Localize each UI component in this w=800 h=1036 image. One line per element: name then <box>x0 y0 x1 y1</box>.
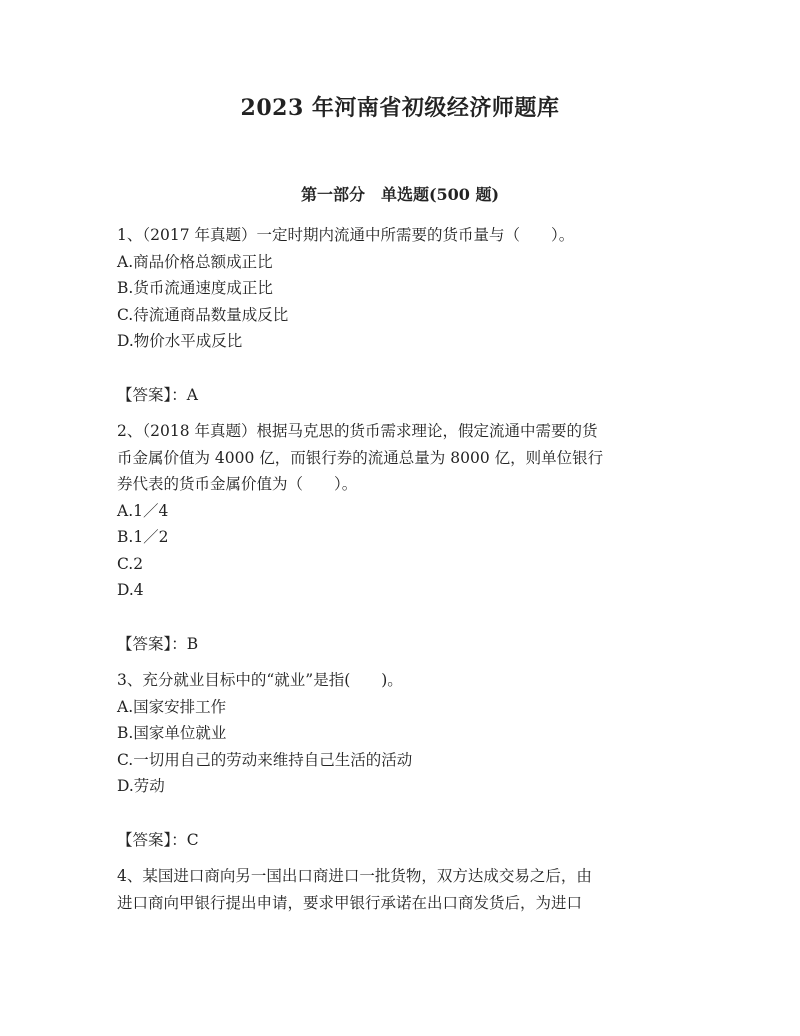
answer-line <box>117 631 692 658</box>
question-4 <box>117 863 692 916</box>
option-d: D.物价水平成反比 <box>117 332 243 350</box>
question-stem: 1、（2017 年真题）一定时期内流通中所需要的货币量与（ ）。 <box>117 226 575 244</box>
answer-line <box>117 382 692 409</box>
option-a: A.国家安排工作 <box>117 697 227 716</box>
question-stem-line: 4、某国进口商向另一国出口商进口一批货物，双方达成交易之后，由 <box>117 867 592 885</box>
question-stem-line: 2、（2018 年真题）根据马克思的货币需求理论，假定流通中需要的货 <box>117 422 598 440</box>
option-b: B.1／2 <box>117 528 169 546</box>
option-c: C.2 <box>117 554 144 573</box>
question-3 <box>117 667 692 853</box>
option-d: D.4 <box>117 581 144 599</box>
answer-label: 【答案】： <box>117 385 187 404</box>
answer-value: B <box>186 634 199 653</box>
question-list <box>117 222 692 916</box>
answer-value: C <box>186 830 199 849</box>
question-stem-line: 券代表的货币金属价值为（ ）。 <box>117 475 358 493</box>
question-stem: 3、充分就业目标中的“就业”是指( )。 <box>117 671 403 689</box>
question-stem-line: 币金属价值为 4000 亿，而银行券的流通总量为 8000 亿，则单位银行 <box>117 448 604 467</box>
option-a: A.商品价格总额成正比 <box>117 252 273 271</box>
option-c: C.待流通商品数量成反比 <box>117 305 289 324</box>
question-stem-line: 进口商向甲银行提出申请，要求甲银行承诺在出口商发货后，为进口 <box>117 893 583 912</box>
answer-value: A <box>186 385 198 404</box>
document-title: 2023 年河南省初级经济师题库 <box>240 95 560 121</box>
answer-line <box>117 827 692 854</box>
question-2 <box>117 418 692 657</box>
answer-label: 【答案】： <box>117 830 187 849</box>
option-d: D.劳动 <box>117 777 165 795</box>
option-b: B.国家单位就业 <box>117 724 227 742</box>
option-b: B.货币流通速度成正比 <box>117 279 273 297</box>
option-a: A.1／4 <box>117 501 169 520</box>
option-c: C.一切用自己的劳动来维持自己生活的活动 <box>117 750 413 769</box>
answer-label: 【答案】： <box>117 634 187 653</box>
question-1 <box>117 222 692 408</box>
section-title: 第一部分 单选题(500 题) <box>300 185 500 204</box>
